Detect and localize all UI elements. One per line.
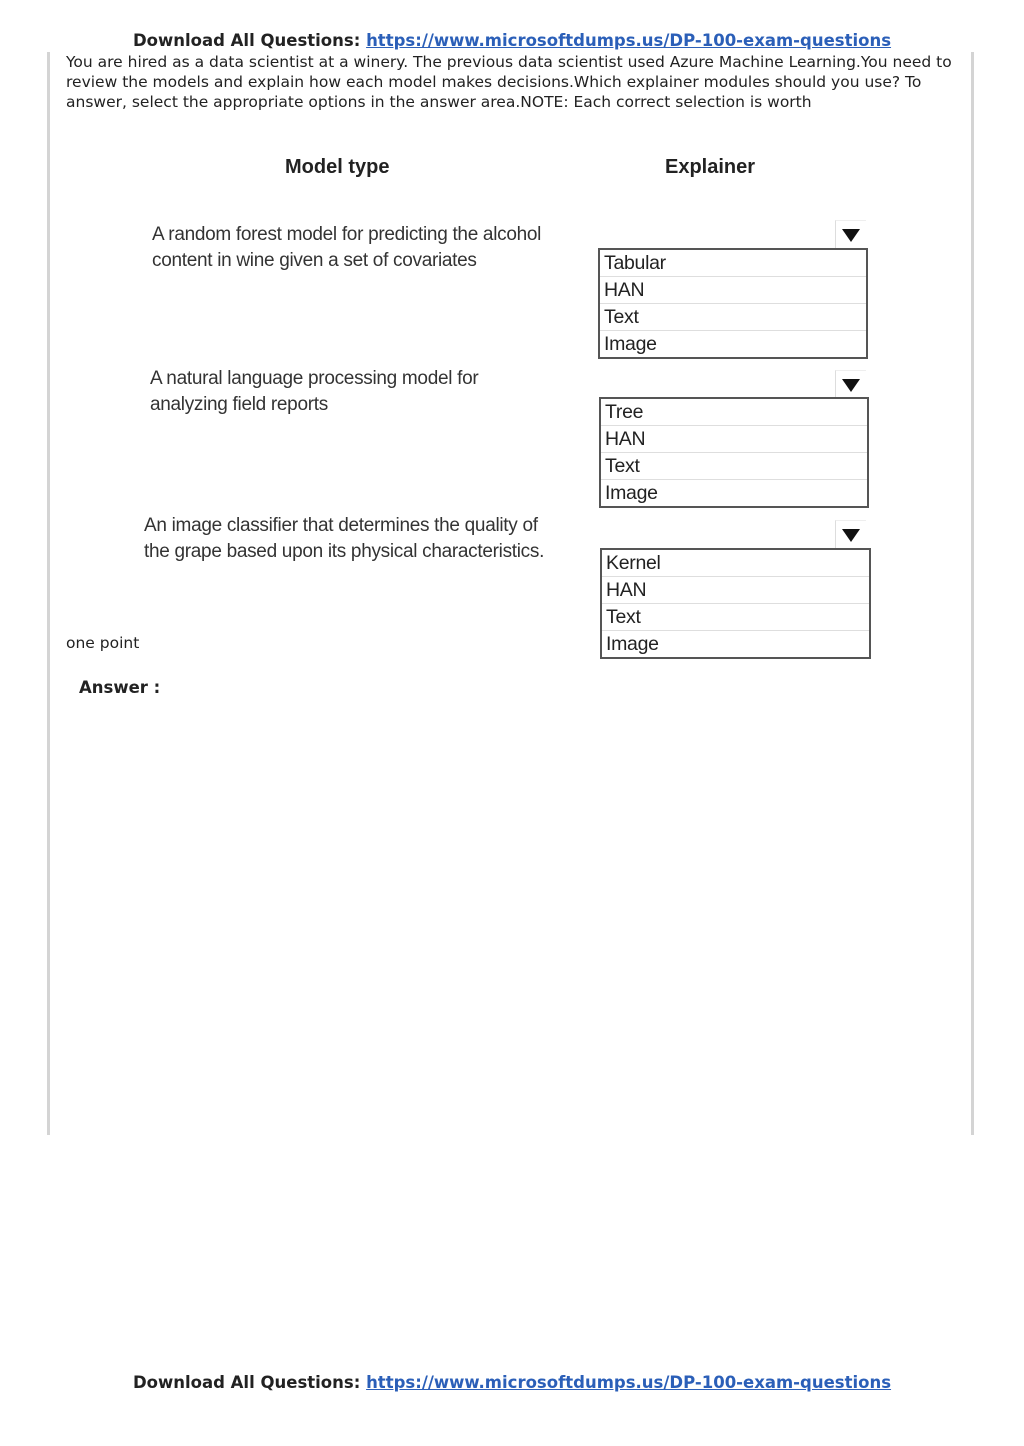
exhibit-answer-area (140, 140, 900, 660)
explainer-option[interactable]: Tree (601, 399, 867, 426)
explainer-dropdown-2[interactable] (599, 397, 869, 508)
explainer-option[interactable]: HAN (600, 277, 866, 304)
explainer-option[interactable]: Text (602, 604, 869, 631)
explainer-dropdown-toggle-2[interactable] (835, 370, 866, 399)
model-description-image-classifier: An image classifier that determines the quality of the grape based upon its physical characteristics. (144, 515, 545, 562)
content-frame-left-border (47, 52, 50, 1135)
explainer-option[interactable]: Kernel (602, 550, 869, 577)
model-description-nlp: A natural language processing model for analyzing field reports (150, 368, 479, 415)
content-frame-right-border (971, 52, 974, 1135)
explainer-option[interactable]: Text (600, 304, 866, 331)
explainer-option[interactable]: HAN (602, 577, 869, 604)
question-text: You are hired as a data scientist at a winery. The previous data scientist used Azure Machine Learning.You need to review the models and explain how each model makes decisions.Which explainer modules should you use? To answer, select the appropriate options in the answer area.NOTE: Each correct selection is worth (66, 53, 952, 111)
dropdown-arrow-icon (841, 377, 861, 393)
explainer-dropdown-toggle-1[interactable] (835, 220, 866, 249)
question-text-tail: one point (66, 634, 140, 652)
dropdown-arrow-icon (841, 527, 861, 543)
page-footer (0, 1373, 1024, 1392)
column-heading-explainer: Explainer (665, 156, 756, 178)
explainer-option[interactable]: Text (601, 453, 867, 480)
explainer-option[interactable]: Image (606, 633, 659, 655)
header-label: Download All Questions: (132, 31, 361, 50)
header-download-link[interactable]: https://www.microsoftdumps.us/DP-100-exam-questions (366, 31, 892, 50)
explainer-option[interactable]: Image (605, 482, 658, 504)
page-header (0, 31, 1024, 50)
footer-download-link[interactable]: https://www.microsoftdumps.us/DP-100-exam-questions (366, 1373, 892, 1392)
answer-label: Answer : (79, 678, 161, 697)
explainer-option[interactable]: HAN (601, 426, 867, 453)
explainer-dropdown-toggle-3[interactable] (835, 520, 866, 549)
dropdown-arrow-icon (841, 227, 861, 243)
explainer-dropdown-3[interactable] (600, 548, 871, 659)
footer-label: Download All Questions: (132, 1373, 361, 1392)
column-heading-model-type: Model type (285, 156, 390, 178)
model-description-random-forest: A random forest model for predicting the alcohol content in wine given a set of covariates (152, 224, 542, 271)
explainer-option[interactable]: Tabular (600, 250, 866, 277)
explainer-option[interactable]: Image (604, 333, 657, 355)
explainer-dropdown-1[interactable] (598, 248, 868, 359)
